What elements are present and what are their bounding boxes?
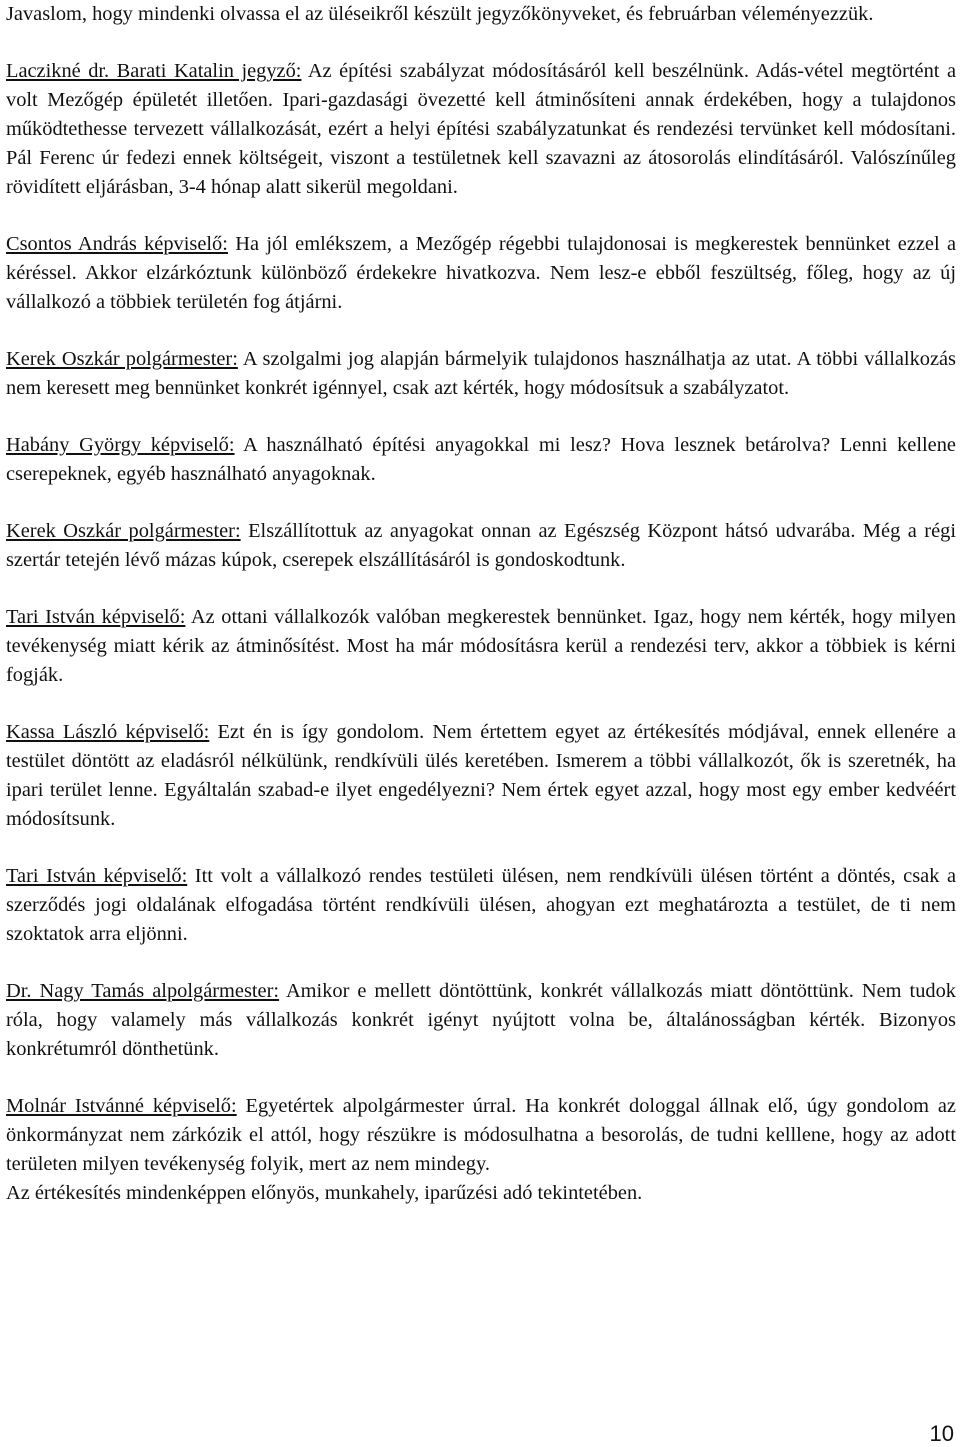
paragraph-kerek-1 [6, 345, 956, 403]
paragraph-text: Javaslom, hogy mindenki olvassa el az üléseikről készült jegyzőkönyveket, és februárban véleményezzük. [6, 3, 874, 25]
paragraph-text: Egyetértek alpolgármester úrral. Ha konkrét dologgal állnak elő, úgy gondolom az önkormányzat nem zárkózik el attól, hogy részükre is módosulhatna a besorolás, de tudni kelllene, hogy az adott területen milyen tevékenység folyik, mert az nem mindegy. [6, 1095, 956, 1175]
speaker-name: Molnár Istvánné képviselő: [6, 1095, 237, 1117]
paragraph-kassa [6, 718, 956, 834]
paragraph-kerek-2 [6, 517, 956, 575]
paragraph-text: Amikor e mellett döntöttünk, konkrét vállalkozás miatt döntöttünk. Nem tudok róla, hogy valamely más vállalkozás konkrét igényt nyújtott volna be, általánosságban kérték. Bizonyos konkrétumról dönthetünk. [6, 980, 956, 1060]
paragraph-csontos [6, 230, 956, 317]
speaker-name: Habány György képviselő: [6, 434, 235, 456]
paragraph-text: Az ottani vállalkozók valóban megkerestek bennünket. Igaz, hogy nem kérték, hogy milyen tevékenység miatt kérik az átminősítést. Most ha már módosításra kerül a rendezési terv, akkor a többiek is kérni fogják. [6, 606, 956, 686]
paragraph-tari-2 [6, 862, 956, 949]
paragraph-tari-1 [6, 603, 956, 690]
speaker-name: Tari István képviselő: [6, 606, 186, 628]
paragraph-text: Itt volt a vállalkozó rendes testületi ülésen, nem rendkívüli ülésen történt a döntés, csak a szerződés jogi oldalának elfogadása történt rendkívüli ülésen, ahogyan ezt meghatározta a testület, de ti nem szoktatok arra eljönni. [6, 865, 956, 945]
paragraph-text: A szolgalmi jog alapján bármelyik tulajdonos használhatja az utat. A többi vállalkozás nem keresett meg bennünket konkrét igénnyel, csak azt kérték, hogy módosítsuk a szabályzatot. [6, 348, 956, 399]
paragraph-text: Ezt én is így gondolom. Nem értettem egyet az értékesítés módjával, ennek ellenére a testület döntött az eladásról nélkülünk, rendkívüli ülés keretében. Ismerem a többi vállalkozót, ők is szeretnék, ha ipari terület lenne. Egyáltalán szabad-e ilyet engedélyezni? Nem értek egyet azzal, hogy most egy ember kedvéért módosítsunk. [6, 721, 956, 830]
speaker-name: Kerek Oszkár polgármester: [6, 520, 241, 542]
paragraph-nagy [6, 977, 956, 1064]
paragraph-text: Az építési szabályzat módosításáról kell beszélnünk. Adás-vétel megtörtént a volt Mezőgép épületét illetően. Ipari-gazdasági övezetté kell átminősíteni annak érdekében, hogy a tulajdonos működtethesse tervezett vállalkozását, ezért a helyi építési szabályzatunkat és rendezési tervünket kell módosítani. Pál Ferenc úr fedezi ennek költségeit, viszont a testületnek kell szavazni az átosorolás elindításáról. Valószínűleg rövidített eljárásban, 3-4 hónap alatt sikerül megoldani. [6, 60, 956, 198]
speaker-name: Dr. Nagy Tamás alpolgármester: [6, 980, 280, 1002]
paragraph-text: A használható építési anyagokkal mi lesz? Hova lesznek betárolva? Lenni kellene cserepeknek, egyéb használható anyagoknak. [6, 434, 956, 485]
paragraph-text: Elszállítottuk az anyagokat onnan az Egészség Központ hátsó udvarába. Még a régi szertár tetején lévő mázas kúpok, cserepek elszállításáról is gondoskodtunk. [6, 520, 956, 571]
paragraph-text: Az értékesítés mindenképpen előnyös, munkahely, iparűzési adó tekintetében. [6, 1182, 643, 1204]
speaker-name: Kassa László képviselő: [6, 721, 210, 743]
paragraph-intro [6, 0, 956, 29]
paragraph-molnar [6, 1092, 956, 1179]
paragraph-closing [6, 1179, 956, 1208]
page-number: 10 [929, 1421, 954, 1446]
speaker-name: Laczikné dr. Barati Katalin jegyző: [6, 60, 302, 82]
speaker-name: Csontos András képviselő: [6, 233, 228, 255]
document-page [6, 0, 956, 1208]
paragraph-text: Ha jól emlékszem, a Mezőgép régebbi tulajdonosai is megkerestek bennünket ezzel a kéréssel. Akkor elzárkóztunk különböző érdekekre hivatkozva. Nem lesz-e ebből feszültség, főleg, hogy az új vállalkozó a többiek területén fog átjárni. [6, 233, 957, 313]
paragraph-habany [6, 431, 956, 489]
speaker-name: Kerek Oszkár polgármester: [6, 348, 238, 370]
speaker-name: Tari István képviselő: [6, 865, 188, 887]
paragraph-jegyzo [6, 57, 956, 202]
